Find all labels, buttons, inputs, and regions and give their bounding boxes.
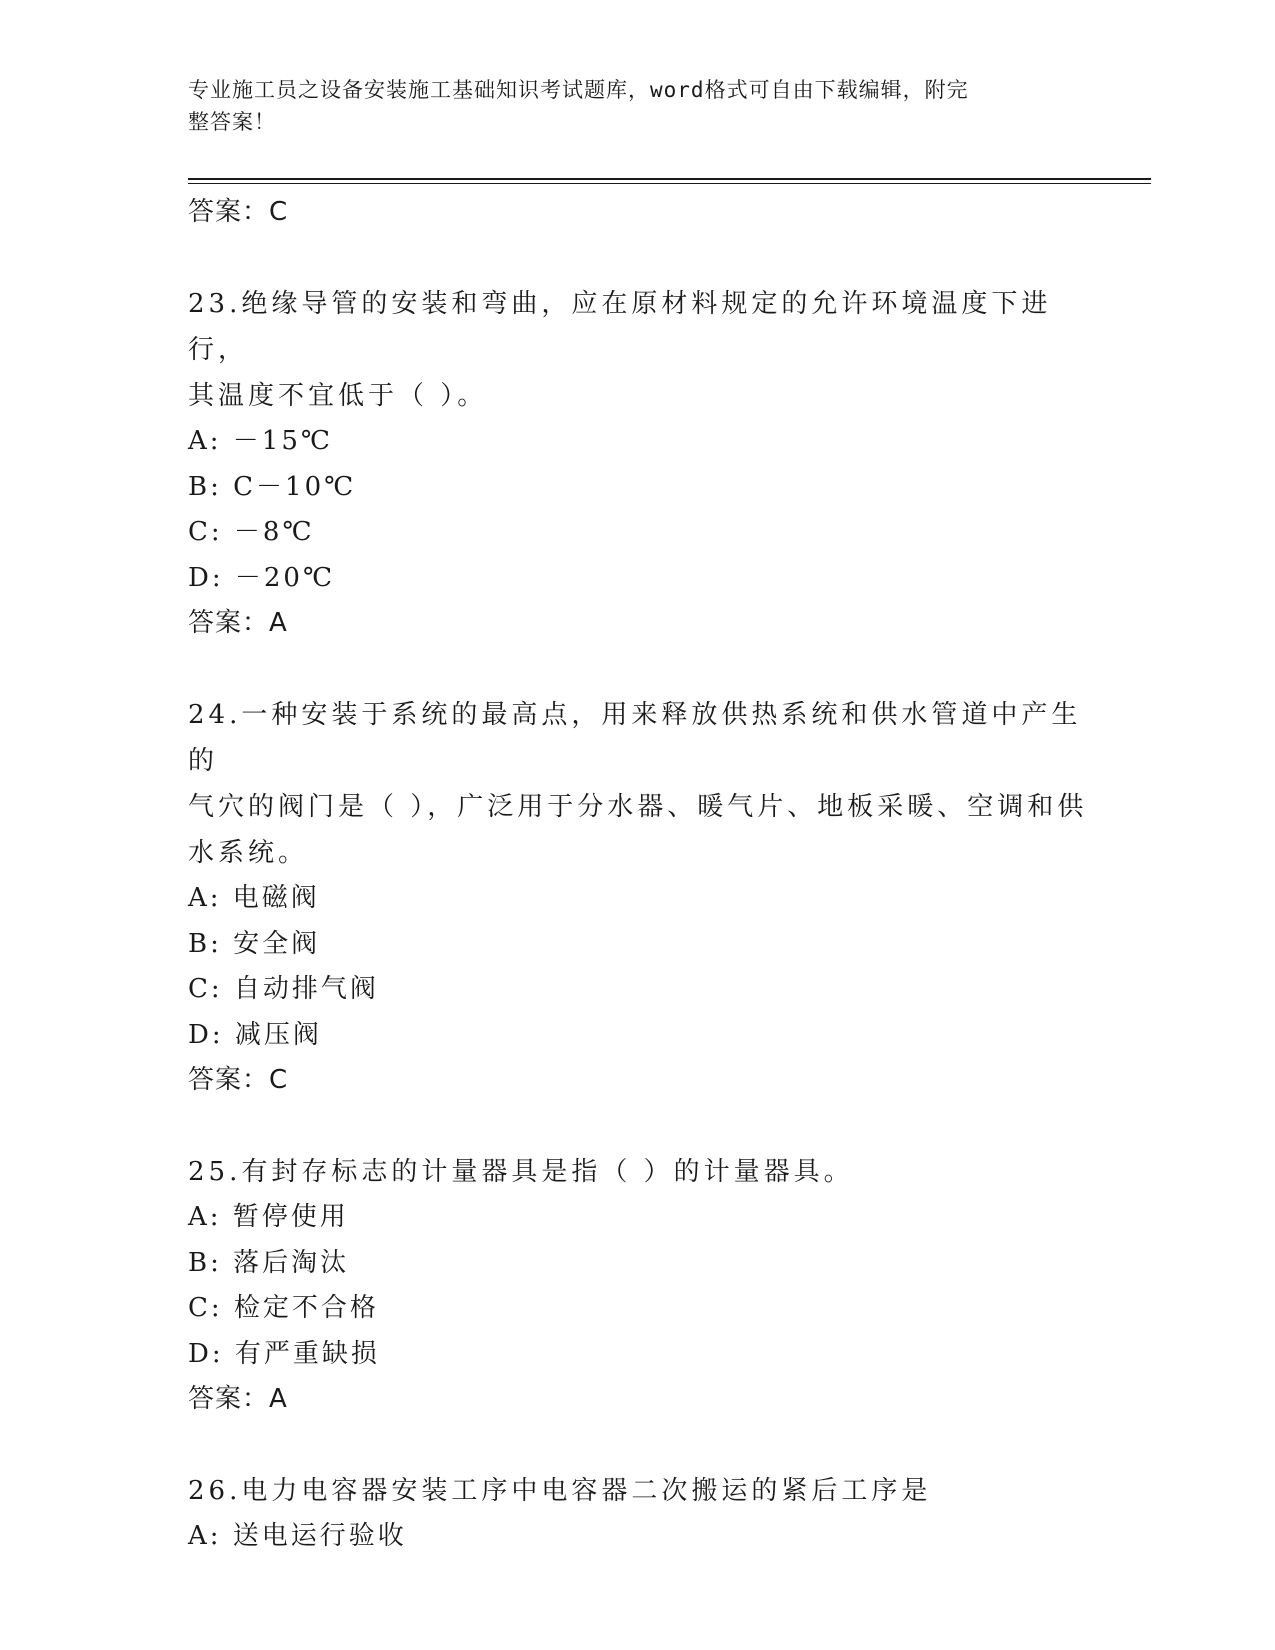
option-d: D: 减压阀 [188,1019,322,1050]
question-line: 24.一种安装于系统的最高点，用来释放供热系统和供水管道中产生的 [188,700,1082,776]
question-block-26 [188,1468,1088,1560]
option-a: A: 暂停使用 [188,1202,349,1232]
question-line: 25.有封存标志的计量器具是指（ ）的计量器具。 [188,1157,854,1187]
question-line: 水系统。 [188,838,309,868]
option-a: A: －15℃ [188,426,333,456]
question-text-23 [188,281,1088,419]
option-b: B: 落后淘汰 [188,1247,350,1278]
header-divider-thick [188,178,1151,180]
option-a: A: 送电运行验收 [188,1521,407,1551]
question-list [188,190,1088,1560]
option-d: D: －20℃ [188,562,336,593]
option-c: C: 检定不合格 [188,1293,379,1323]
question-text-26 [188,1468,1088,1514]
spacer [188,1422,1088,1468]
question-line: 其温度不宜低于（ ）。 [188,381,488,411]
option-c: C: －8℃ [188,517,315,547]
option-a: A: 电磁阀 [188,883,320,913]
spacer [188,235,1088,281]
document-header [188,74,1068,138]
option-d: D: 有严重缺损 [188,1338,380,1369]
answer-24: 答案：C [188,1065,289,1095]
answer-25: 答案：A [188,1384,288,1414]
header-divider-thin [188,183,1151,184]
question-block-25 [188,1149,1088,1422]
question-block-24 [188,692,1088,1103]
option-c: C: 自动排气阀 [188,974,379,1004]
question-block-23 [188,281,1088,646]
answer-previous-question: 答案：C [188,197,289,227]
question-text-25 [188,1149,1088,1195]
header-line-2: 整答案！ [188,110,276,134]
question-line: 气穴的阀门是（ ），广泛用于分水器、暖气片、地板采暖、空调和供 [188,792,1088,822]
answer-23: 答案：A [188,608,288,638]
question-text-24 [188,692,1088,876]
question-line: 26.电力电容器安装工序中电容器二次搬运的紧后工序是 [188,1476,932,1506]
option-b: B: 安全阀 [188,928,321,959]
spacer [188,646,1088,692]
header-line-1: 专业施工员之设备安装施工基础知识考试题库，word格式可自由下载编辑，附完 [188,78,969,102]
option-b: B: C－10℃ [188,471,357,502]
spacer [188,1103,1088,1149]
question-line: 23.绝缘导管的安装和弯曲，应在原材料规定的允许环境温度下进行， [188,289,1052,365]
